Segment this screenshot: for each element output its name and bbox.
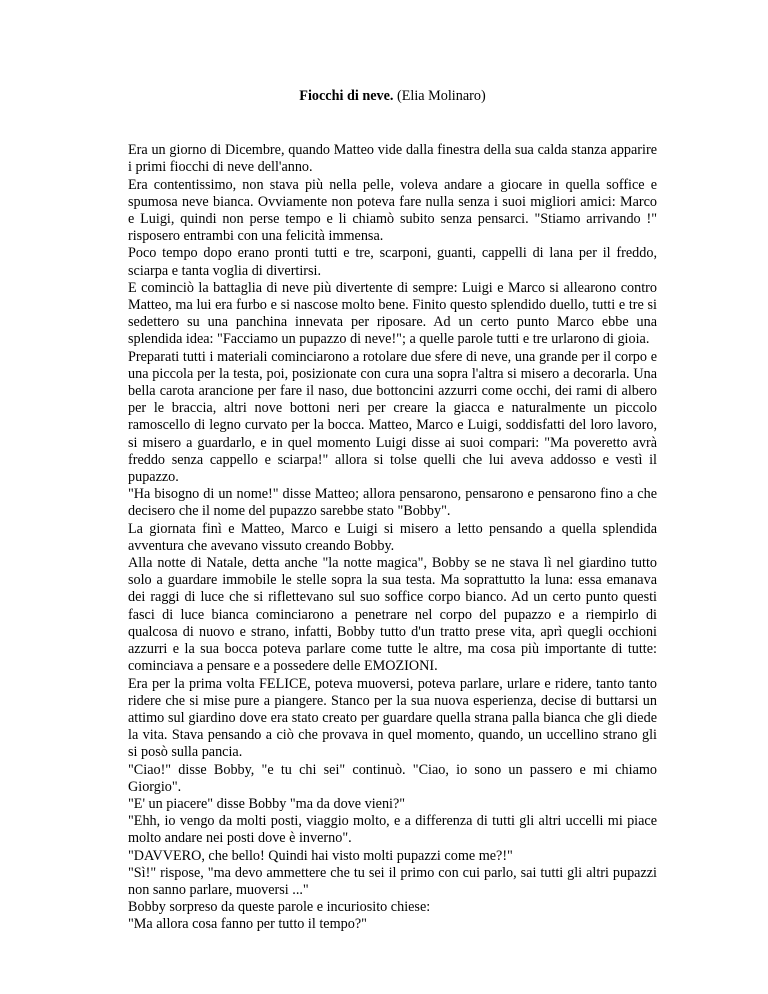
paragraph-6: "Ha bisogno di un nome!" disse Matteo; allora pensarono, pensarono e pensarono fino a che decisero che il nome del pupazzo sarebbe stato "Bobby". [128,486,657,520]
document-body [128,142,657,933]
document-page [128,88,657,934]
paragraph-10: "Ciao!" disse Bobby, "e tu chi sei" continuò. "Ciao, io sono un passero e mi chiamo Giorgio". [128,761,657,795]
document-title: Fiocchi di neve. [299,88,394,104]
paragraph-11: "E' un piacere" disse Bobby "ma da dove vieni?" [128,795,406,812]
paragraph-5: Preparati tutti i materiali cominciarono a rotolare due sfere di neve, una grande per il corpo e una piccola per la testa, poi, posizionate con cura una sopra l'altra si misero a decorarla. Una bella carota arancione per fare il naso, due bottoncini azzurri come occhi, dei rami di albero per le braccia, altri nove bottoni neri per creare la giacca e naturalmente un piccolo ramoscello di legno curvato per la bocca. Matteo, Marco e Luigi, soddisfatti del loro lavoro, si misero a guardarlo, e in quel momento Luigi disse ai suoi compari: "Ma poveretto avrà freddo senza cappello e sciarpa!" allora si tolse quelli che lui aveva addosso e vestì il pupazzo. [128,348,657,486]
paragraph-14: "Sì!" rispose, "ma devo ammettere che tu sei il primo con cui parlo, sai tutti gli altri pupazzi non sanno parlare, muoversi ..." [128,864,657,898]
document-heading [128,88,657,105]
paragraph-2: Era contentissimo, non stava più nella pelle, voleva andare a giocare in quella soffice e spumosa neve bianca. Ovviamente non poteva fare nulla senza i suoi migliori amici: Marco e Luigi, quindi non perse tempo e li chiamò subito senza pensarci. "Stiamo arrivando !" risposero entrambi con una felicità immensa. [128,176,657,245]
paragraph-15: Bobby sorpreso da queste parole e incuriosito chiese: [128,899,431,916]
paragraph-9: Era per la prima volta FELICE, poteva muoversi, poteva parlare, urlare e ridere, tanto tanto ridere che si mise pure a piangere. Stanco per la sua nuova esperienza, decise di buttarsi un attimo sul giardino dove era stato creato per guardare quella strana palla bianca che gli diede la vita. Stava pensando a ciò che provava in quel momento, quando, un uccellino strano gli si posò sulla pancia. [128,675,657,761]
paragraph-4: E cominciò la battaglia di neve più divertente di sempre: Luigi e Marco si allearono contro Matteo, ma lui era furbo e si nascose molto bene. Finito questo splendido duello, tutti e tre si sedettero su una panchina innevata per riposare. Ad un certo punto Marco ebbe una splendida idea: "Facciamo un pupazzo di neve!"; a quelle parole tutti e tre urlarono di gioia. [128,279,657,348]
paragraph-3: Poco tempo dopo erano pronti tutti e tre, scarponi, guanti, cappelli di lana per il freddo, sciarpa e tanta voglia di divertirsi. [128,245,657,279]
paragraph-7: La giornata finì e Matteo, Marco e Luigi si misero a letto pensando a quella splendida avventura che avevano vissuto creando Bobby. [128,520,657,554]
document-author: (Elia Molinaro) [397,88,486,104]
paragraph-8: Alla notte di Natale, detta anche "la notte magica", Bobby se ne stava lì nel giardino tutto solo a guardare immobile le stelle sopra la sua testa. Ma soprattutto la luna: essa emanava dei raggi di luce che si riflettevano sul suo soffice corpo bianco. Ad un certo punto questi fasci di luce bianca cominciarono a penetrare nel corpo del pupazzo e a riempirlo di qualcosa di nuovo e strano, infatti, Bobby tutto d'un tratto prese vita, aprì quegli occhioni azzurri e la sua bocca poteva parlare come tutte le altre, ma cosa più importante di tutte: cominciava a pensare e a possedere delle EMOZIONI. [128,555,657,675]
paragraph-16: "Ma allora cosa fanno per tutto il tempo?" [128,916,367,933]
paragraph-1: Era un giorno di Dicembre, quando Matteo vide dalla finestra della sua calda stanza apparire i primi fiocchi di neve dell'anno. [128,142,657,176]
paragraph-13: "DAVVERO, che bello! Quindi hai visto molti pupazzi come me?!" [128,847,513,864]
paragraph-12: "Ehh, io vengo da molti posti, viaggio molto, e a differenza di tutti gli altri uccelli mi piace molto andare nei posti dove è inverno". [128,813,657,847]
